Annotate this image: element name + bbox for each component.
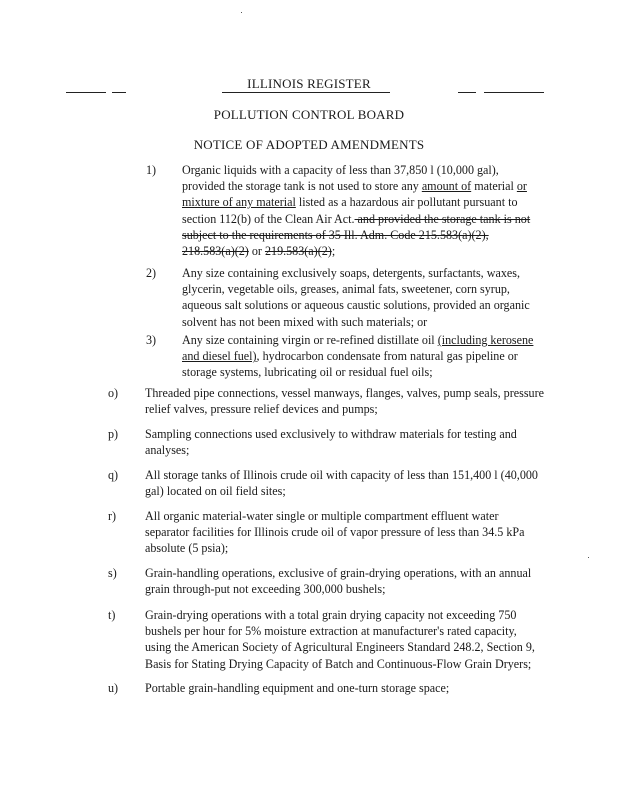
header-rule-right bbox=[484, 92, 544, 93]
item-line: glycerin, vegetable oils, greases, animal fats, sweetener, corn syrup, bbox=[182, 282, 510, 297]
item-number: r) bbox=[108, 509, 117, 523]
item-line: analyses; bbox=[145, 443, 190, 458]
item-line: mixture of any material listed as a hazardous air pollutant pursuant to bbox=[182, 195, 518, 210]
item-line: gal) located on oil field sites; bbox=[145, 484, 286, 499]
inserted-text: (including kerosene bbox=[437, 333, 534, 347]
item-number: 2) bbox=[146, 266, 157, 280]
item-number: 1) bbox=[146, 163, 157, 177]
item-line: absolute (5 psia); bbox=[145, 541, 229, 556]
deleted-text: 219.583(a)(2) bbox=[264, 244, 332, 259]
item-line: and diesel fuel), hydrocarbon condensate from natural gas pipeline or bbox=[182, 349, 518, 364]
item-line: 218.583(a)(2) or 219.583(a)(2); bbox=[182, 244, 336, 259]
item-line: Portable grain-handling equipment and one-turn storage space; bbox=[145, 681, 450, 695]
item-line: Organic liquids with a capacity of less than 37,850 l (10,000 gal), bbox=[182, 163, 499, 177]
item-number: u) bbox=[108, 681, 119, 695]
scan-speck bbox=[241, 12, 242, 13]
item-line: solvent has not been mixed with such materials; or bbox=[182, 314, 428, 329]
item-line: provided the storage tank is not used to store any amount of material or bbox=[182, 179, 527, 194]
item-number: t) bbox=[108, 608, 116, 622]
inserted-text: or bbox=[516, 179, 527, 194]
header-rule-right-tick bbox=[458, 92, 476, 93]
item-number: p) bbox=[108, 427, 119, 441]
register-title: ILLINOIS REGISTER bbox=[247, 76, 371, 91]
notice-title: NOTICE OF ADOPTED AMENDMENTS bbox=[193, 137, 425, 152]
item-line: relief valves, pressure relief devices and pumps; bbox=[145, 402, 378, 417]
deleted-text: and provided the storage tank is not bbox=[354, 211, 531, 226]
item-line: Grain-drying operations with a total grain drying capacity not exceeding 750 bbox=[145, 608, 517, 622]
deleted-text: 218.583(a)(2) bbox=[182, 244, 249, 259]
scan-speck bbox=[588, 557, 589, 558]
item-number: s) bbox=[108, 566, 117, 580]
inserted-text: and diesel fuel) bbox=[182, 349, 257, 364]
item-number: o) bbox=[108, 386, 119, 400]
inserted-text: amount of bbox=[421, 179, 472, 194]
item-number: q) bbox=[108, 468, 119, 482]
item-line: Grain-handling operations, exclusive of grain-drying operations, with an annual bbox=[145, 566, 532, 580]
header-rule-left-tick bbox=[112, 92, 126, 93]
item-line: aqueous salt solutions or aqueous caustic solutions, provided an organic bbox=[182, 298, 530, 313]
item-line: grain through-put not exceeding 300,000 bushels; bbox=[145, 582, 386, 597]
item-line: Threaded pipe connections, vessel manways, flanges, valves, pump seals, pressure bbox=[145, 386, 544, 400]
item-line: Sampling connections used exclusively to withdraw materials for testing and bbox=[145, 427, 517, 441]
item-line-struck: subject to the requirements of 35 Ill. Adm. Code 215.583(a)(2), bbox=[182, 227, 489, 242]
item-line: Any size containing virgin or re-refined distillate oil (including kerosene bbox=[182, 333, 534, 347]
board-title: POLLUTION CONTROL BOARD bbox=[213, 107, 405, 122]
item-line: All storage tanks of Illinois crude oil with capacity of less than 151,400 l (40,000 bbox=[145, 468, 538, 482]
item-line: using the American Society of Agricultural Engineers Standard 248.2, Section 9, bbox=[145, 640, 535, 655]
header-rule-center bbox=[222, 92, 390, 93]
item-line: All organic material-water single or multiple compartment effluent water bbox=[145, 509, 499, 523]
item-line: storage systems, lubricating oil or residual fuel oils; bbox=[182, 365, 433, 380]
item-line: Any size containing exclusively soaps, detergents, surfactants, waxes, bbox=[182, 266, 520, 280]
item-line: Basis for Stating Drying Capacity of Batch and Continuous-Flow Grain Dryers; bbox=[145, 656, 532, 671]
item-line: section 112(b) of the Clean Air Act. and provided the storage tank is not bbox=[182, 211, 531, 226]
item-line: bushels per hour for 5% moisture extraction at manufacturer's rated capacity, bbox=[145, 624, 517, 639]
item-line: separator facilities for Illinois crude oil of vapor pressure of less than 34.5 kPa bbox=[145, 525, 525, 540]
item-number: 3) bbox=[146, 333, 157, 347]
header-rule-left bbox=[66, 92, 106, 93]
inserted-text: mixture of any material bbox=[182, 195, 296, 210]
